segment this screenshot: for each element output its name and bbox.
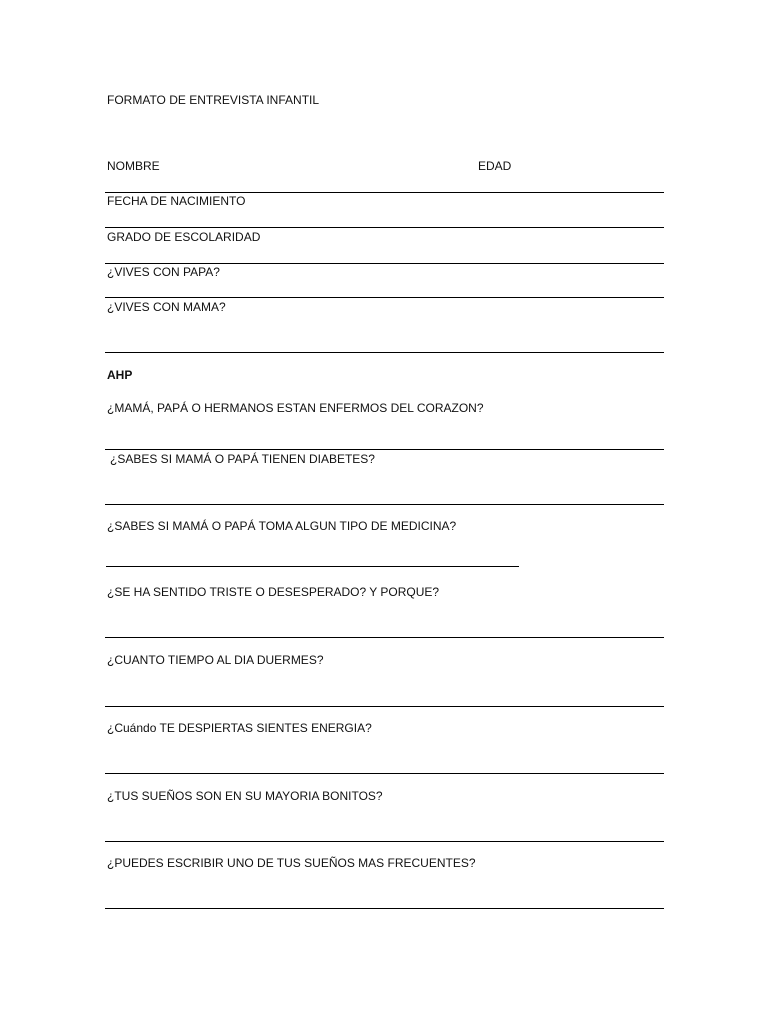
answer-line-vives-mama[interactable] <box>105 352 664 353</box>
answer-line-diabetes[interactable] <box>105 504 664 505</box>
question-diabetes: ¿SABES SI MAMÁ O PAPÁ TIENEN DIABETES? <box>110 452 375 466</box>
field-label-grado-escolaridad: GRADO DE ESCOLARIDAD <box>107 230 261 244</box>
answer-line-sad[interactable] <box>105 637 664 638</box>
answer-line-vives-papa[interactable] <box>105 297 664 298</box>
field-label-edad: EDAD <box>478 159 512 173</box>
answer-line-heart-disease[interactable] <box>105 449 664 450</box>
question-dreams-pretty: ¿TUS SUEÑOS SON EN SU MAYORIA BONITOS? <box>107 789 383 803</box>
field-label-nombre: NOMBRE <box>107 159 160 173</box>
question-energy: ¿Cuándo TE DESPIERTAS SIENTES ENERGIA? <box>107 721 372 735</box>
answer-line-dreams-pretty[interactable] <box>105 841 664 842</box>
answer-line-energy[interactable] <box>105 773 664 774</box>
answer-line-nombre[interactable] <box>105 192 664 193</box>
answer-line-fecha-nacimiento[interactable] <box>105 227 664 228</box>
answer-line-medicine[interactable] <box>106 566 519 567</box>
answer-line-frequent-dream[interactable] <box>105 908 664 909</box>
field-label-vives-papa: ¿VIVES CON PAPA? <box>107 265 220 279</box>
section-heading-ahp: AHP <box>107 368 133 382</box>
question-sleep-time: ¿CUANTO TIEMPO AL DIA DUERMES? <box>107 653 324 667</box>
field-label-fecha-nacimiento: FECHA DE NACIMIENTO <box>107 194 246 208</box>
question-heart-disease: ¿MAMÁ, PAPÁ O HERMANOS ESTAN ENFERMOS DEL CORAZON? <box>107 401 484 415</box>
answer-line-grado-escolaridad[interactable] <box>105 263 664 264</box>
question-frequent-dream: ¿PUEDES ESCRIBIR UNO DE TUS SUEÑOS MAS FRECUENTES? <box>107 856 476 870</box>
question-medicine: ¿SABES SI MAMÁ O PAPÁ TOMA ALGUN TIPO DE MEDICINA? <box>107 519 457 533</box>
field-label-vives-mama: ¿VIVES CON MAMA? <box>107 300 226 314</box>
document-title: FORMATO DE ENTREVISTA INFANTIL <box>107 93 320 107</box>
question-sad: ¿SE HA SENTIDO TRISTE O DESESPERADO? Y PORQUE? <box>107 585 440 599</box>
answer-line-sleep-time[interactable] <box>105 706 664 707</box>
